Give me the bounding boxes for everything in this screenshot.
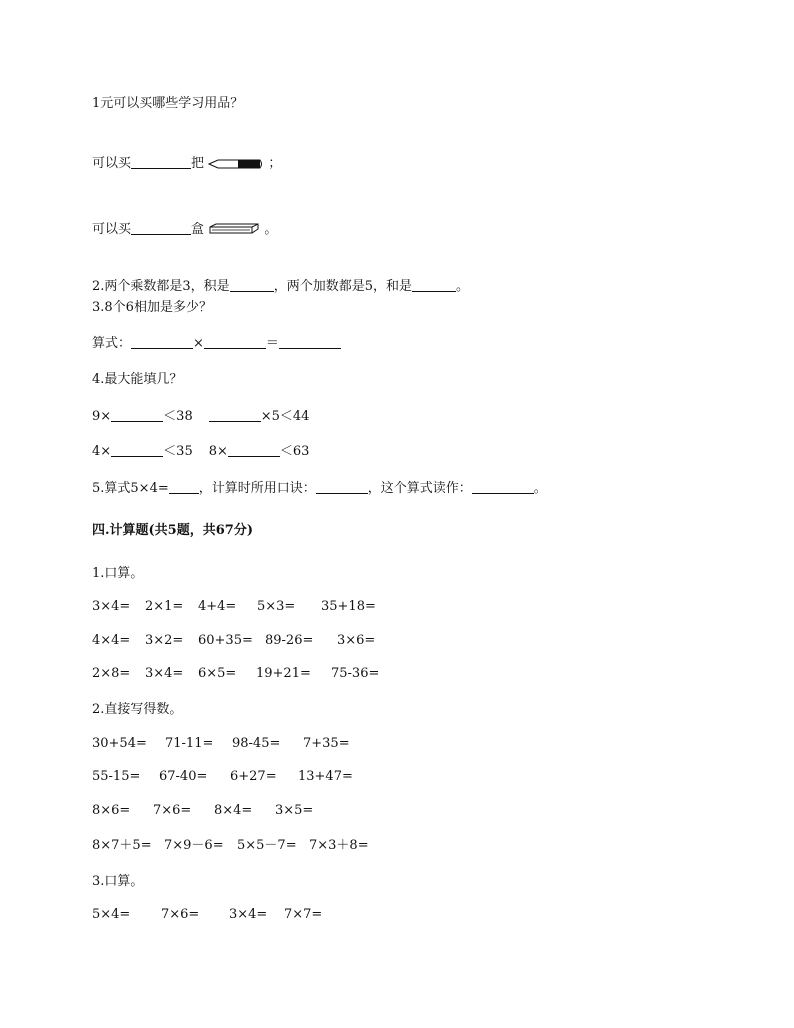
- pencil-icon: [208, 156, 268, 171]
- q3-label: 算式：: [92, 336, 132, 351]
- q1-line1-end: ；: [268, 156, 282, 171]
- s2-item: 8×4=: [214, 803, 253, 818]
- q2-sum-blank[interactable]: [412, 278, 456, 292]
- eraser-box-icon: [208, 222, 264, 237]
- q1-line1-unit: 把: [191, 156, 205, 171]
- q3-times: ×: [193, 336, 204, 351]
- s2-item: 30+54=: [92, 736, 147, 751]
- q5-rhyme-blank[interactable]: [316, 480, 368, 494]
- q1-line2-label: 可以买: [92, 222, 132, 237]
- s2-item: 8×7＋5=: [92, 838, 152, 853]
- q4-r2-blank-2[interactable]: [228, 443, 280, 457]
- q1-line-box: [92, 221, 277, 239]
- s2-item: 5×5－7=: [237, 838, 297, 853]
- q4-title: 4.最大能填几？: [92, 372, 183, 387]
- q1-box-blank[interactable]: [131, 221, 191, 235]
- s2-row: [92, 802, 313, 820]
- s1-item: 89-26=: [265, 633, 314, 648]
- s3-title: 3.口算。: [92, 874, 144, 889]
- s3-item: 5×4=: [92, 907, 131, 922]
- q4-r1-a: 9×: [92, 409, 112, 424]
- s1-item: 35+18=: [321, 599, 376, 614]
- q5-product-blank[interactable]: [169, 480, 199, 494]
- s3-item: 3×4=: [229, 907, 268, 922]
- s2-title: 2.直接写得数。: [92, 702, 183, 717]
- s1-row: [92, 632, 375, 650]
- s3-item: 7×7=: [284, 907, 323, 922]
- q1-title: 1元可以买哪些学习用品？: [92, 96, 244, 111]
- s2-item: 13+47=: [298, 769, 353, 784]
- s1-title: 1.口算。: [92, 566, 144, 581]
- q4-row-2: [92, 443, 309, 461]
- s2-row: [92, 735, 350, 753]
- q4-r2-c: 8×: [208, 444, 228, 459]
- q1-line2-end: 。: [264, 222, 278, 237]
- s1-item: 4×4=: [92, 633, 131, 648]
- q1-pencil-blank[interactable]: [131, 155, 191, 169]
- s1-item: 19+21=: [256, 666, 311, 681]
- q4-r1-b: ＜38: [163, 409, 193, 424]
- s1-item: 2×8=: [92, 666, 131, 681]
- s2-item: 6+27=: [230, 769, 277, 784]
- s1-item: 60+35=: [198, 633, 253, 648]
- s2-item: 8×6=: [92, 803, 131, 818]
- q4-r2-blank-1[interactable]: [111, 443, 163, 457]
- s2-item: 7×6=: [153, 803, 192, 818]
- q1-line1-label: 可以买: [92, 156, 132, 171]
- section-heading: 四.计算题(共5题，共67分): [92, 523, 253, 538]
- q3-blank-1[interactable]: [131, 335, 193, 349]
- s1-row: [92, 598, 376, 616]
- q4-r2-b: ＜35: [163, 444, 193, 459]
- s2-item: 67-40=: [159, 769, 208, 784]
- q3-blank-3[interactable]: [279, 335, 341, 349]
- q5-reading-blank[interactable]: [472, 480, 534, 494]
- q4-r2-d: ＜63: [279, 444, 310, 459]
- s2-item: 98-45=: [232, 736, 281, 751]
- q5-a: 5.算式5×4=: [92, 481, 169, 496]
- q3-title: 3.8个6相加是多少？: [92, 300, 212, 315]
- s1-item: 3×2=: [145, 633, 184, 648]
- q4-r1-c: ×5＜44: [260, 409, 310, 424]
- s2-item: 7×3＋8=: [309, 838, 369, 853]
- q2-line: [92, 278, 469, 296]
- s2-item: 55-15=: [92, 769, 141, 784]
- q1-line-pencil: [92, 155, 281, 173]
- s1-item: 75-36=: [331, 666, 380, 681]
- q4-r1-blank-2[interactable]: [209, 408, 261, 422]
- q1-line2-unit: 盒: [191, 222, 205, 237]
- q5-line: [92, 480, 547, 498]
- s2-item: 71-11=: [165, 736, 214, 751]
- s2-row: [92, 837, 369, 855]
- s1-item: 3×4=: [145, 666, 184, 681]
- s1-item: 3×4=: [92, 599, 131, 614]
- q2-end: 。: [455, 279, 469, 294]
- s1-item: 2×1=: [145, 599, 184, 614]
- s1-item: 6×5=: [198, 666, 237, 681]
- q5-end: 。: [533, 481, 547, 496]
- q5-c: ，这个算式读作：: [367, 481, 472, 496]
- s2-item: 3×5=: [275, 803, 314, 818]
- q3-formula-line: [92, 335, 341, 353]
- s1-item: 5×3=: [257, 599, 296, 614]
- q2-text-b: ，两个加数都是5，和是: [273, 279, 412, 294]
- q2-text-a: 2.两个乘数都是3，积是: [92, 279, 230, 294]
- q4-row-1: [92, 408, 309, 426]
- s1-row: [92, 665, 379, 683]
- q3-equals: ＝: [265, 336, 279, 351]
- q4-r1-blank-1[interactable]: [111, 408, 163, 422]
- s2-item: 7+35=: [303, 736, 350, 751]
- s2-row: [92, 768, 353, 786]
- q4-r2-a: 4×: [92, 444, 112, 459]
- s3-row: [92, 906, 322, 924]
- s2-item: 7×9－6=: [164, 838, 224, 853]
- q5-b: ，计算时所用口诀：: [198, 481, 316, 496]
- s1-item: 4+4=: [198, 599, 237, 614]
- q3-blank-2[interactable]: [204, 335, 266, 349]
- s3-item: 7×6=: [161, 907, 200, 922]
- s1-item: 3×6=: [337, 633, 376, 648]
- q2-product-blank[interactable]: [230, 278, 274, 292]
